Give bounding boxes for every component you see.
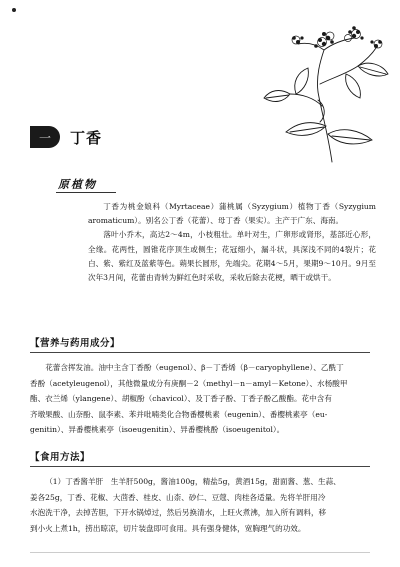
nutrition-heading: 【营养与药用成分】 [30, 338, 121, 349]
chapter-header [30, 124, 102, 150]
chapter-title: 丁香 [70, 128, 103, 147]
recipe-line: 水泡洗干净，去掉苦胆，下开水锅焯过，然后另换清水，上旺火煮沸，加入所有调料，移 [30, 508, 327, 517]
botany-description [88, 200, 376, 285]
recipe-line: （1）丁香酱羊肝 生羊肝500g，酱油100g，精盐5g，黄酒15g，甜面酱、葱、生蒜、 [45, 477, 341, 486]
botany-paragraph: 落叶小乔木，高达2～4m，小枝粗壮。单叶对生，广卵形或肾形，基部近心形，全缘。花两性，圆锥花序顶生或侧生；花冠细小，漏斗状，具深浅不同的4裂片；花白、紫、紫红及蓝紫等色。蒴果长圆形，先端尖。花期4～5月，果期9～10月。9月至次年3月间，花蕾由青转为鲜红色时采收，采收后除去花梗，晒干或烘干。 [88, 230, 376, 283]
recipe-heading-rule [30, 466, 370, 467]
page-bottom-rule [30, 552, 370, 553]
recipe-line: 姜各25g，丁香、花椒、大茴香、桂皮、山柰、砂仁、豆蔻、肉桂各适量。先将羊肝用冷 [30, 492, 326, 502]
nutrition-line: 齐墩果酸、山奈酚、鼠李素、苯并吡喃类化合物番樱桃素（eugenin）、番樱桃素亭（eu- [30, 409, 328, 419]
botany-section-title: 原植物 [58, 178, 97, 191]
corner-dot [12, 8, 16, 12]
clove-plant-illustration [262, 14, 390, 166]
recipe-text [30, 474, 370, 536]
chapter-number-badge: 一 [30, 126, 60, 148]
nutrition-text [30, 360, 370, 438]
nutrition-heading-rule [30, 352, 370, 353]
recipe-line: 到小火上煮1h，捞出晾凉，切片装盘即可食用。具有强身健体，宽胸理气的功效。 [30, 523, 306, 533]
nutrition-line: genitin）、异番樱桃素亭（isoeugenitin）、异番樱桃酚（isoeugenitol）。 [30, 425, 285, 434]
botany-title-underline [56, 192, 116, 193]
nutrition-line: 花蕾含挥发油。油中主含丁香酚（eugenol）、β－丁香烯（β－caryophyllene）、乙酰丁 [45, 363, 344, 372]
recipe-heading: 【食用方法】 [30, 452, 91, 463]
nutrition-line: 香酚（acetyleugenol），其他微量成分有庚酮－2（methyl－n－amyl－Ketone）、水杨酸甲 [30, 378, 348, 388]
botany-paragraph: 丁香为桃金娘科（Myrtaceae）蒲桃属（Syzygium）植物丁香（Syzygium aromaticum）。别名公丁香（花蕾）、母丁香（果实）。主产于广东、海南。 [88, 202, 376, 226]
nutrition-line: 酯、衣兰烯（ylangene）、胡椒酚（chavicol）、及丁香子酚、丁香子酚乙酸酯。花中含有 [30, 394, 332, 403]
